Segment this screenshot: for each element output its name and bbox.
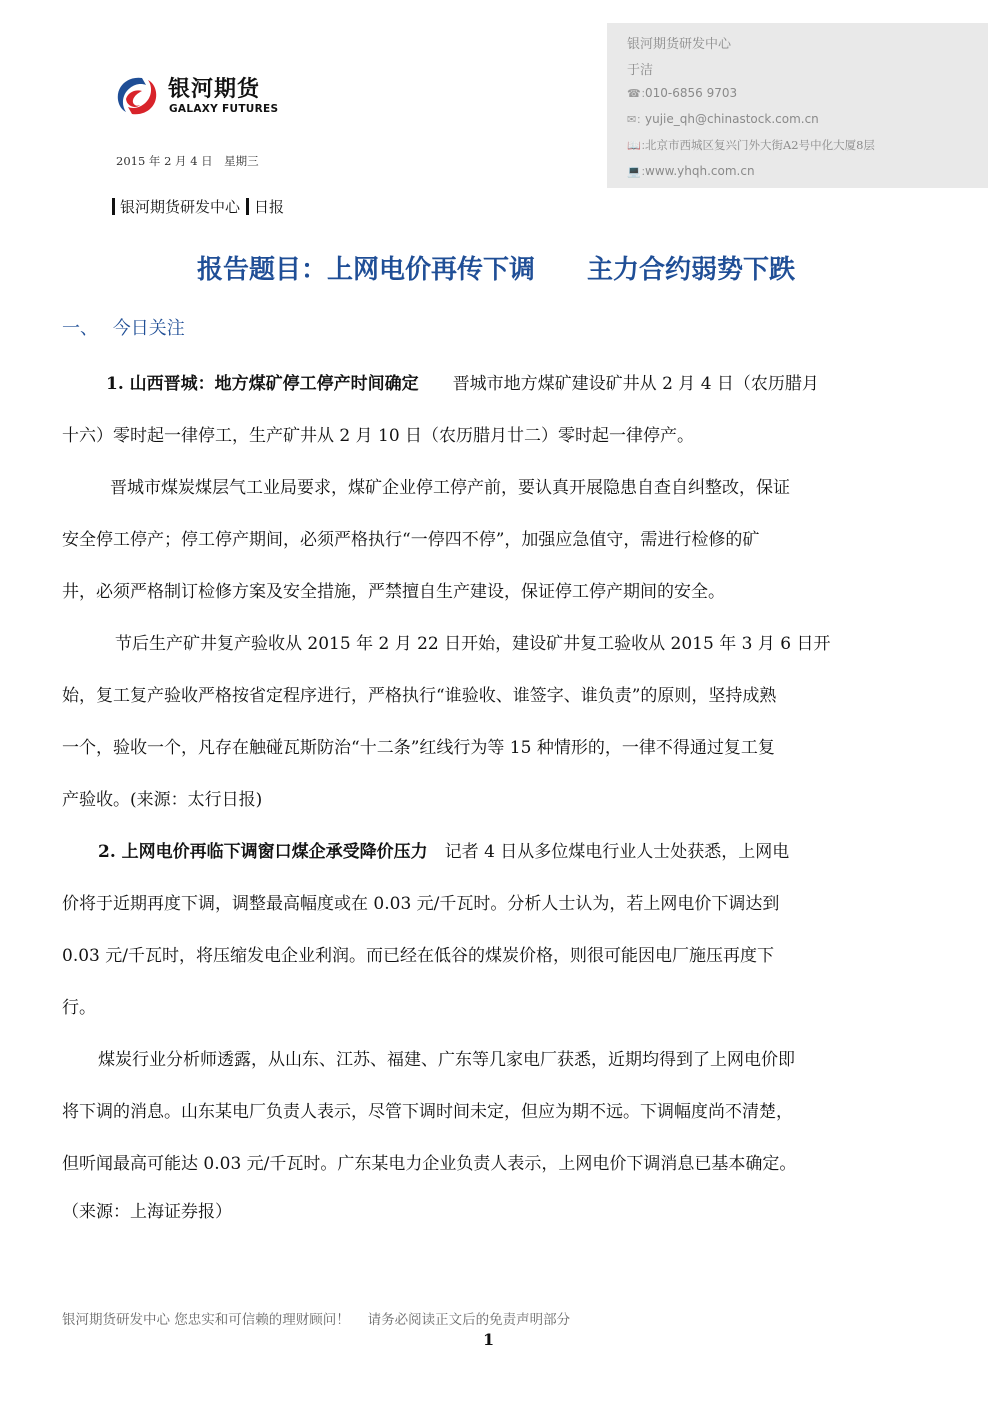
body-line: 晋城市地方煤矿建设矿井从 2 月 4 日（农历腊月: [418, 374, 819, 394]
news-2-headline-line: [98, 837, 958, 862]
news-2-headline: 2. 上网电价再临下调窗口煤企承受降价压力: [98, 842, 428, 862]
body-line: 但听闻最高可能达 0.03 元/千瓦时。广东某电力企业负责人表示，上网电价下调消息已基本确定。: [62, 1154, 797, 1174]
body-line: 价将于近期再度下调，调整最高幅度或在 0.03 元/千瓦时。分析人士认为，若上网电价下调达到: [62, 894, 780, 914]
report-date: 2015 年 2 月 4 日 星期三: [116, 154, 259, 168]
contact-address: 北京市西城区复兴门外大街A2号中化大厦8层: [645, 138, 875, 152]
body-line: 煤炭行业分析师透露，从山东、江苏、福建、广东等几家电厂获悉，近期均得到了上网电价即: [98, 1050, 795, 1070]
news-1-headline: 1. 山西晋城：地方煤矿停工停产时间确定: [106, 374, 419, 394]
contact-org: 银河期货研发中心: [627, 37, 732, 52]
body-line: 十六）零时起一律停工，生产矿井从 2 月 10 日（农历腊月廿二）零时起一律停产。: [62, 426, 695, 446]
body-line: 始，复工复产验收严格按省定程序进行，严格执行“谁验收、谁签字、谁负责”的原则，坚持成熟: [62, 686, 777, 706]
breadcrumb-type: 日报: [254, 198, 285, 216]
body-line: （来源：上海证券报）: [62, 1202, 232, 1222]
body-line: 节后生产矿井复产验收从 2015 年 2 月 22 日开始，建设矿井复工验收从 2015 年 3 月 6 日开: [115, 634, 831, 654]
contact-website-row[interactable]: [627, 163, 755, 179]
contact-phone: 010-6856 9703: [645, 86, 738, 100]
breadcrumb-org: 银河期货研发中心: [120, 198, 241, 216]
logo-english-name: GALAXY FUTURES: [169, 103, 279, 115]
body-line: 井，必须严格制订检修方案及安全措施，严禁擅自生产建设，保证停工停产期间的安全。: [62, 582, 725, 602]
body-line: 产验收。(来源：太行日报): [62, 790, 263, 810]
logo-chinese-name: 银河期货: [168, 77, 261, 102]
contact-website[interactable]: www.yhqh.com.cn: [645, 164, 755, 178]
galaxy-logo-icon: [112, 72, 162, 120]
footer-slogan: 银河期货研发中心 您忠实和可信赖的理财顾问！ 请务必阅读正文后的免责声明部分: [62, 1312, 571, 1328]
contact-address-row: [627, 137, 875, 153]
section-heading: 一、 今日关注: [62, 318, 185, 339]
contact-phone-row: [627, 85, 737, 101]
body-line: 将下调的消息。山东某电厂负责人表示，尽管下调时间未定，但应为期不远。下调幅度尚不清楚，: [62, 1102, 793, 1122]
breadcrumb-divider: [246, 198, 249, 215]
page-number: 1: [483, 1330, 495, 1349]
body-line: 安全停工停产；停工停产期间，必须严格执行“一停四不停”，加强应急值守，需进行检修的矿: [62, 530, 760, 550]
body-line: 一个，验收一个，凡存在触碰瓦斯防治“十二条”红线行为等 15 种情形的，一律不得通过复工复: [62, 738, 775, 758]
contact-email[interactable]: yujie_qh@chinastock.com.cn: [645, 112, 819, 126]
report-title: 报告题目：上网电价再传下调 主力合约弱势下跌: [196, 255, 795, 285]
contact-name: 于洁: [627, 63, 654, 78]
breadcrumb: [112, 196, 284, 217]
mail-icon: ✉：: [627, 113, 648, 126]
breadcrumb-divider: [112, 198, 115, 215]
news-1-headline-line: [106, 369, 966, 394]
body-line: 行。: [62, 998, 96, 1018]
body-line: 晋城市煤炭煤层气工业局要求，煤矿企业停工停产前，要认真开展隐患自查自纠整改，保证: [110, 478, 790, 498]
body-line: 0.03 元/千瓦时，将压缩发电企业利润。而已经在低谷的煤炭价格，则很可能因电厂施压再度下: [62, 946, 774, 966]
phone-icon: ☎：: [627, 87, 652, 100]
computer-icon: 💻：: [627, 165, 652, 178]
contact-email-row[interactable]: [627, 111, 819, 127]
book-icon: 📖：: [627, 139, 652, 152]
body-line: 记者 4 日从多位煤电行业人士处获悉，上网电: [427, 842, 790, 862]
contact-box: [607, 23, 988, 188]
galaxy-futures-logo: [112, 72, 302, 122]
